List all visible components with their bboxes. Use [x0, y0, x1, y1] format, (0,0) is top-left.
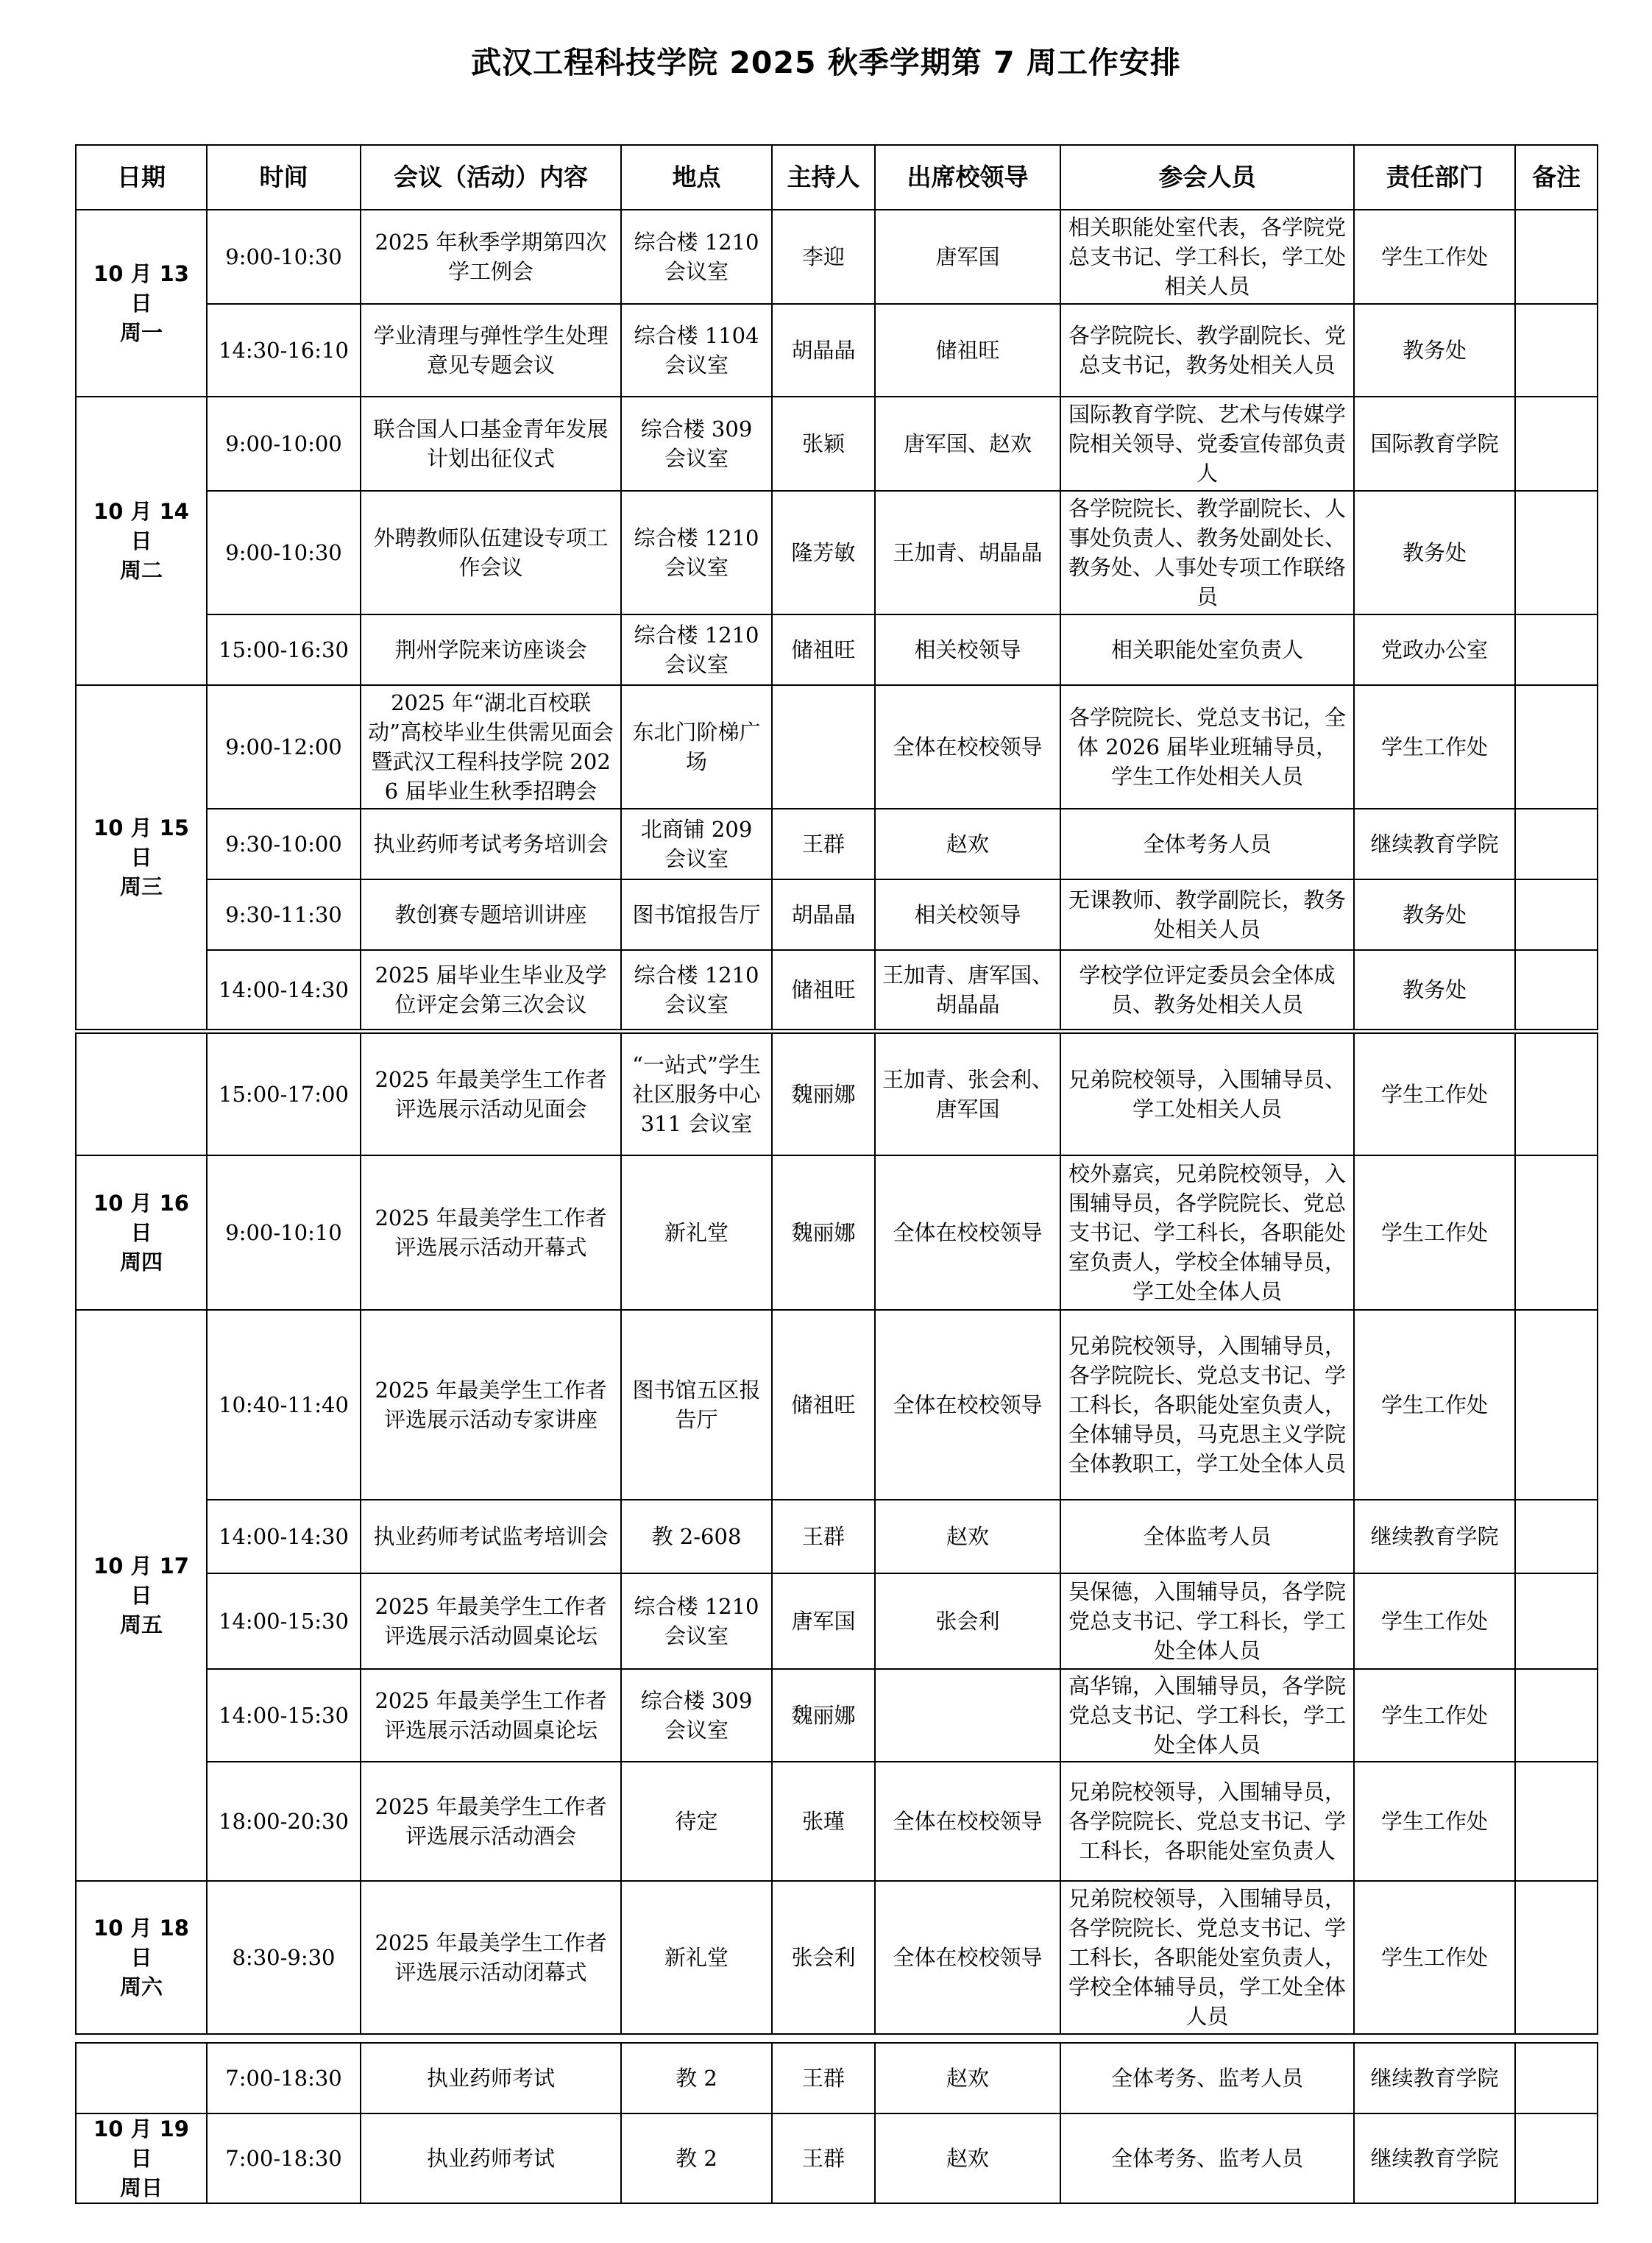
leaders-cell: 王加青、胡晶晶	[875, 491, 1060, 614]
place-cell: 综合楼 1210 会议室	[621, 950, 772, 1030]
dept-cell: 学生工作处	[1354, 1310, 1515, 1500]
column-header: 参会人员	[1060, 145, 1354, 210]
time-cell: 9:00-10:10	[207, 1155, 361, 1310]
place-cell: 图书馆五区报告厅	[621, 1310, 772, 1500]
host-cell: 张瑾	[772, 1762, 875, 1881]
schedule-table-part-1	[75, 144, 1598, 1030]
host-cell: 魏丽娜	[772, 1033, 875, 1155]
time-cell: 7:00-18:30	[207, 2113, 361, 2203]
leaders-cell: 全体在校校领导	[875, 1762, 1060, 1881]
leaders-cell: 张会利	[875, 1573, 1060, 1669]
attendees-cell: 兄弟院校领导，入围辅导员，各学院院长、党总支书记、学工科长，各职能处室负责人，全体辅导员，马克思主义学院全体教职工，学工处全体人员	[1060, 1310, 1354, 1500]
place-cell: 教 2-608	[621, 1500, 772, 1573]
leaders-cell: 赵欢	[875, 809, 1060, 879]
column-header: 日期	[76, 145, 207, 210]
leaders-cell: 赵欢	[875, 2113, 1060, 2203]
column-header: 责任部门	[1354, 145, 1515, 210]
date-cell: 10 月 14 日 周二	[76, 397, 207, 685]
host-cell: 张会利	[772, 1881, 875, 2034]
leaders-cell: 王加青、张会利、唐军国	[875, 1033, 1060, 1155]
place-cell: 综合楼 1104 会议室	[621, 304, 772, 397]
place-cell: 教 2	[621, 2113, 772, 2203]
note-cell	[1515, 397, 1598, 491]
attendees-cell: 国际教育学院、艺术与传媒学院相关领导、党委宣传部负责人	[1060, 397, 1354, 491]
attendees-cell: 相关职能处室负责人	[1060, 614, 1354, 685]
table-row	[76, 1310, 1598, 1500]
note-cell	[1515, 491, 1598, 614]
content-cell: 2025 年最美学生工作者评选展示活动闭幕式	[361, 1881, 621, 2034]
host-cell: 王群	[772, 2043, 875, 2113]
host-cell	[772, 685, 875, 809]
time-cell: 15:00-17:00	[207, 1033, 361, 1155]
place-cell: “一站式”学生社区服务中心 311 会议室	[621, 1033, 772, 1155]
time-cell: 15:00-16:30	[207, 614, 361, 685]
dept-cell: 教务处	[1354, 491, 1515, 614]
place-cell: 北商铺 209 会议室	[621, 809, 772, 879]
content-cell: 2025 年最美学生工作者评选展示活动开幕式	[361, 1155, 621, 1310]
content-cell: 荆州学院来访座谈会	[361, 614, 621, 685]
content-cell: 执业药师考试	[361, 2043, 621, 2113]
host-cell: 王群	[772, 2113, 875, 2203]
place-cell: 待定	[621, 1762, 772, 1881]
table-row	[76, 614, 1598, 685]
time-cell: 9:00-10:00	[207, 397, 361, 491]
note-cell	[1515, 1573, 1598, 1669]
content-cell: 2025 年最美学生工作者评选展示活动圆桌论坛	[361, 1669, 621, 1762]
content-cell: 执业药师考试考务培训会	[361, 809, 621, 879]
table-row	[76, 1573, 1598, 1669]
leaders-cell: 相关校领导	[875, 614, 1060, 685]
date-cell: 10 月 15 日 周三	[76, 685, 207, 1030]
attendees-cell: 兄弟院校领导，入围辅导员，各学院院长、党总支书记、学工科长，各职能处室负责人，学校全体辅导员，学工处全体人员	[1060, 1881, 1354, 2034]
dept-cell: 继续教育学院	[1354, 809, 1515, 879]
note-cell	[1515, 1500, 1598, 1573]
leaders-cell: 全体在校校领导	[875, 1310, 1060, 1500]
schedule-table-part-3	[75, 2042, 1598, 2204]
place-cell: 综合楼 309 会议室	[621, 397, 772, 491]
host-cell: 储祖旺	[772, 614, 875, 685]
page-title: 武汉工程科技学院 2025 秋季学期第 7 周工作安排	[471, 45, 1181, 80]
leaders-cell: 储祖旺	[875, 304, 1060, 397]
table-row	[76, 1669, 1598, 1762]
time-cell: 9:00-10:30	[207, 210, 361, 304]
place-cell: 图书馆报告厅	[621, 879, 772, 950]
table-row	[76, 2043, 1598, 2113]
column-header: 时间	[207, 145, 361, 210]
host-cell: 李迎	[772, 210, 875, 304]
attendees-cell: 吴保德，入围辅导员，各学院党总支书记、学工科长，学工处全体人员	[1060, 1573, 1354, 1669]
content-cell: 外聘教师队伍建设专项工作会议	[361, 491, 621, 614]
host-cell: 唐军国	[772, 1573, 875, 1669]
attendees-cell: 学校学位评定委员会全体成员、教务处相关人员	[1060, 950, 1354, 1030]
attendees-cell: 校外嘉宾，兄弟院校领导，入围辅导员，各学院院长、党总支书记、学工科长，各职能处室负责人，学校全体辅导员，学工处全体人员	[1060, 1155, 1354, 1310]
place-cell: 综合楼 1210 会议室	[621, 614, 772, 685]
host-cell: 王群	[772, 1500, 875, 1573]
time-cell: 14:00-15:30	[207, 1573, 361, 1669]
table-row	[76, 210, 1598, 304]
dept-cell: 学生工作处	[1354, 1669, 1515, 1762]
host-cell: 胡晶晶	[772, 304, 875, 397]
dept-cell: 学生工作处	[1354, 210, 1515, 304]
dept-cell: 学生工作处	[1354, 1762, 1515, 1881]
attendees-cell: 相关职能处室代表，各学院党总支书记、学工科长，学工处相关人员	[1060, 210, 1354, 304]
place-cell: 新礼堂	[621, 1881, 772, 2034]
note-cell	[1515, 304, 1598, 397]
leaders-cell: 唐军国	[875, 210, 1060, 304]
column-header: 会议（活动）内容	[361, 145, 621, 210]
content-cell: 2025 年最美学生工作者评选展示活动专家讲座	[361, 1310, 621, 1500]
attendees-cell: 各学院院长、党总支书记，全体 2026 届毕业班辅导员，学生工作处相关人员	[1060, 685, 1354, 809]
host-cell: 王群	[772, 809, 875, 879]
attendees-cell: 高华锦，入围辅导员，各学院党总支书记、学工科长，学工处全体人员	[1060, 1669, 1354, 1762]
note-cell	[1515, 2043, 1598, 2113]
date-cell	[76, 1033, 207, 1155]
table-row	[76, 809, 1598, 879]
content-cell: 2025 届毕业生毕业及学位评定会第三次会议	[361, 950, 621, 1030]
place-cell: 综合楼 1210 会议室	[621, 210, 772, 304]
table-row	[76, 304, 1598, 397]
leaders-cell: 赵欢	[875, 1500, 1060, 1573]
content-cell: 2025 年秋季学期第四次学工例会	[361, 210, 621, 304]
time-cell: 10:40-11:40	[207, 1310, 361, 1500]
table-row	[76, 685, 1598, 809]
column-header: 地点	[621, 145, 772, 210]
time-cell: 14:00-14:30	[207, 950, 361, 1030]
column-header: 备注	[1515, 145, 1598, 210]
time-cell: 14:00-14:30	[207, 1500, 361, 1573]
leaders-cell: 赵欢	[875, 2043, 1060, 2113]
note-cell	[1515, 1881, 1598, 2034]
note-cell	[1515, 950, 1598, 1030]
attendees-cell: 各学院院长、教学副院长、党总支书记，教务处相关人员	[1060, 304, 1354, 397]
note-cell	[1515, 2113, 1598, 2203]
dept-cell: 教务处	[1354, 950, 1515, 1030]
dept-cell: 继续教育学院	[1354, 2043, 1515, 2113]
content-cell: 2025 年“湖北百校联动”高校毕业生供需见面会暨武汉工程科技学院 2026 届毕业生秋季招聘会	[361, 685, 621, 809]
attendees-cell: 全体考务、监考人员	[1060, 2113, 1354, 2203]
place-cell: 新礼堂	[621, 1155, 772, 1310]
place-cell: 东北门阶梯广场	[621, 685, 772, 809]
host-cell: 张颖	[772, 397, 875, 491]
dept-cell: 学生工作处	[1354, 1155, 1515, 1310]
content-cell: 执业药师考试	[361, 2113, 621, 2203]
note-cell	[1515, 210, 1598, 304]
place-cell: 综合楼 1210 会议室	[621, 491, 772, 614]
content-cell: 2025 年最美学生工作者评选展示活动圆桌论坛	[361, 1573, 621, 1669]
table-row	[76, 2113, 1598, 2203]
host-cell: 储祖旺	[772, 950, 875, 1030]
attendees-cell: 全体考务人员	[1060, 809, 1354, 879]
table-row	[76, 491, 1598, 614]
host-cell: 魏丽娜	[772, 1155, 875, 1310]
time-cell: 18:00-20:30	[207, 1762, 361, 1881]
dept-cell: 党政办公室	[1354, 614, 1515, 685]
time-cell: 7:00-18:30	[207, 2043, 361, 2113]
time-cell: 14:30-16:10	[207, 304, 361, 397]
leaders-cell	[875, 1669, 1060, 1762]
date-cell: 10 月 13 日 周一	[76, 210, 207, 397]
dept-cell: 学生工作处	[1354, 1881, 1515, 2034]
leaders-cell: 全体在校校领导	[875, 1155, 1060, 1310]
attendees-cell: 全体监考人员	[1060, 1500, 1354, 1573]
note-cell	[1515, 879, 1598, 950]
leaders-cell: 相关校领导	[875, 879, 1060, 950]
date-cell: 10 月 19 日 周日	[76, 2113, 207, 2203]
content-cell: 执业药师考试监考培训会	[361, 1500, 621, 1573]
attendees-cell: 全体考务、监考人员	[1060, 2043, 1354, 2113]
content-cell: 联合国人口基金青年发展计划出征仪式	[361, 397, 621, 491]
dept-cell: 学生工作处	[1354, 1573, 1515, 1669]
column-header: 主持人	[772, 145, 875, 210]
table-row	[76, 1033, 1598, 1155]
content-cell: 教创赛专题培训讲座	[361, 879, 621, 950]
content-cell: 2025 年最美学生工作者评选展示活动酒会	[361, 1762, 621, 1881]
leaders-cell: 全体在校校领导	[875, 1881, 1060, 2034]
content-cell: 2025 年最美学生工作者评选展示活动见面会	[361, 1033, 621, 1155]
leaders-cell: 唐军国、赵欢	[875, 397, 1060, 491]
table-row	[76, 1500, 1598, 1573]
host-cell: 魏丽娜	[772, 1669, 875, 1762]
host-cell: 胡晶晶	[772, 879, 875, 950]
place-cell: 综合楼 309 会议室	[621, 1669, 772, 1762]
note-cell	[1515, 1155, 1598, 1310]
attendees-cell: 各学院院长、教学副院长、人事处负责人、教务处副处长、教务处、人事处专项工作联络员	[1060, 491, 1354, 614]
date-cell: 10 月 16 日 周四	[76, 1155, 207, 1310]
content-cell: 学业清理与弹性学生处理意见专题会议	[361, 304, 621, 397]
time-cell: 9:00-10:30	[207, 491, 361, 614]
time-cell: 9:30-11:30	[207, 879, 361, 950]
note-cell	[1515, 1033, 1598, 1155]
table-row	[76, 397, 1598, 491]
date-cell: 10 月 17 日 周五	[76, 1310, 207, 1881]
host-cell: 隆芳敏	[772, 491, 875, 614]
place-cell: 教 2	[621, 2043, 772, 2113]
date-cell	[76, 2043, 207, 2113]
table-row	[76, 1762, 1598, 1881]
dept-cell: 继续教育学院	[1354, 2113, 1515, 2203]
time-cell: 9:00-12:00	[207, 685, 361, 809]
leaders-cell: 王加青、唐军国、胡晶晶	[875, 950, 1060, 1030]
table-row	[76, 1881, 1598, 2034]
note-cell	[1515, 1669, 1598, 1762]
leaders-cell: 全体在校校领导	[875, 685, 1060, 809]
note-cell	[1515, 1310, 1598, 1500]
dept-cell: 继续教育学院	[1354, 1500, 1515, 1573]
table-row	[76, 1155, 1598, 1310]
attendees-cell: 兄弟院校领导，入围辅导员、学工处相关人员	[1060, 1033, 1354, 1155]
place-cell: 综合楼 1210 会议室	[621, 1573, 772, 1669]
note-cell	[1515, 1762, 1598, 1881]
dept-cell: 学生工作处	[1354, 1033, 1515, 1155]
table-row	[76, 950, 1598, 1030]
attendees-cell: 无课教师、教学副院长，教务处相关人员	[1060, 879, 1354, 950]
attendees-cell: 兄弟院校领导，入围辅导员，各学院院长、党总支书记、学工科长，各职能处室负责人	[1060, 1762, 1354, 1881]
note-cell	[1515, 685, 1598, 809]
dept-cell: 教务处	[1354, 304, 1515, 397]
note-cell	[1515, 614, 1598, 685]
dept-cell: 国际教育学院	[1354, 397, 1515, 491]
header-row	[76, 145, 1598, 210]
table-row	[76, 879, 1598, 950]
schedule-table-part-2	[75, 1032, 1598, 2035]
column-header: 出席校领导	[875, 145, 1060, 210]
host-cell: 储祖旺	[772, 1310, 875, 1500]
time-cell: 9:30-10:00	[207, 809, 361, 879]
time-cell: 14:00-15:30	[207, 1669, 361, 1762]
time-cell: 8:30-9:30	[207, 1881, 361, 2034]
date-cell: 10 月 18 日 周六	[76, 1881, 207, 2034]
dept-cell: 学生工作处	[1354, 685, 1515, 809]
dept-cell: 教务处	[1354, 879, 1515, 950]
note-cell	[1515, 809, 1598, 879]
